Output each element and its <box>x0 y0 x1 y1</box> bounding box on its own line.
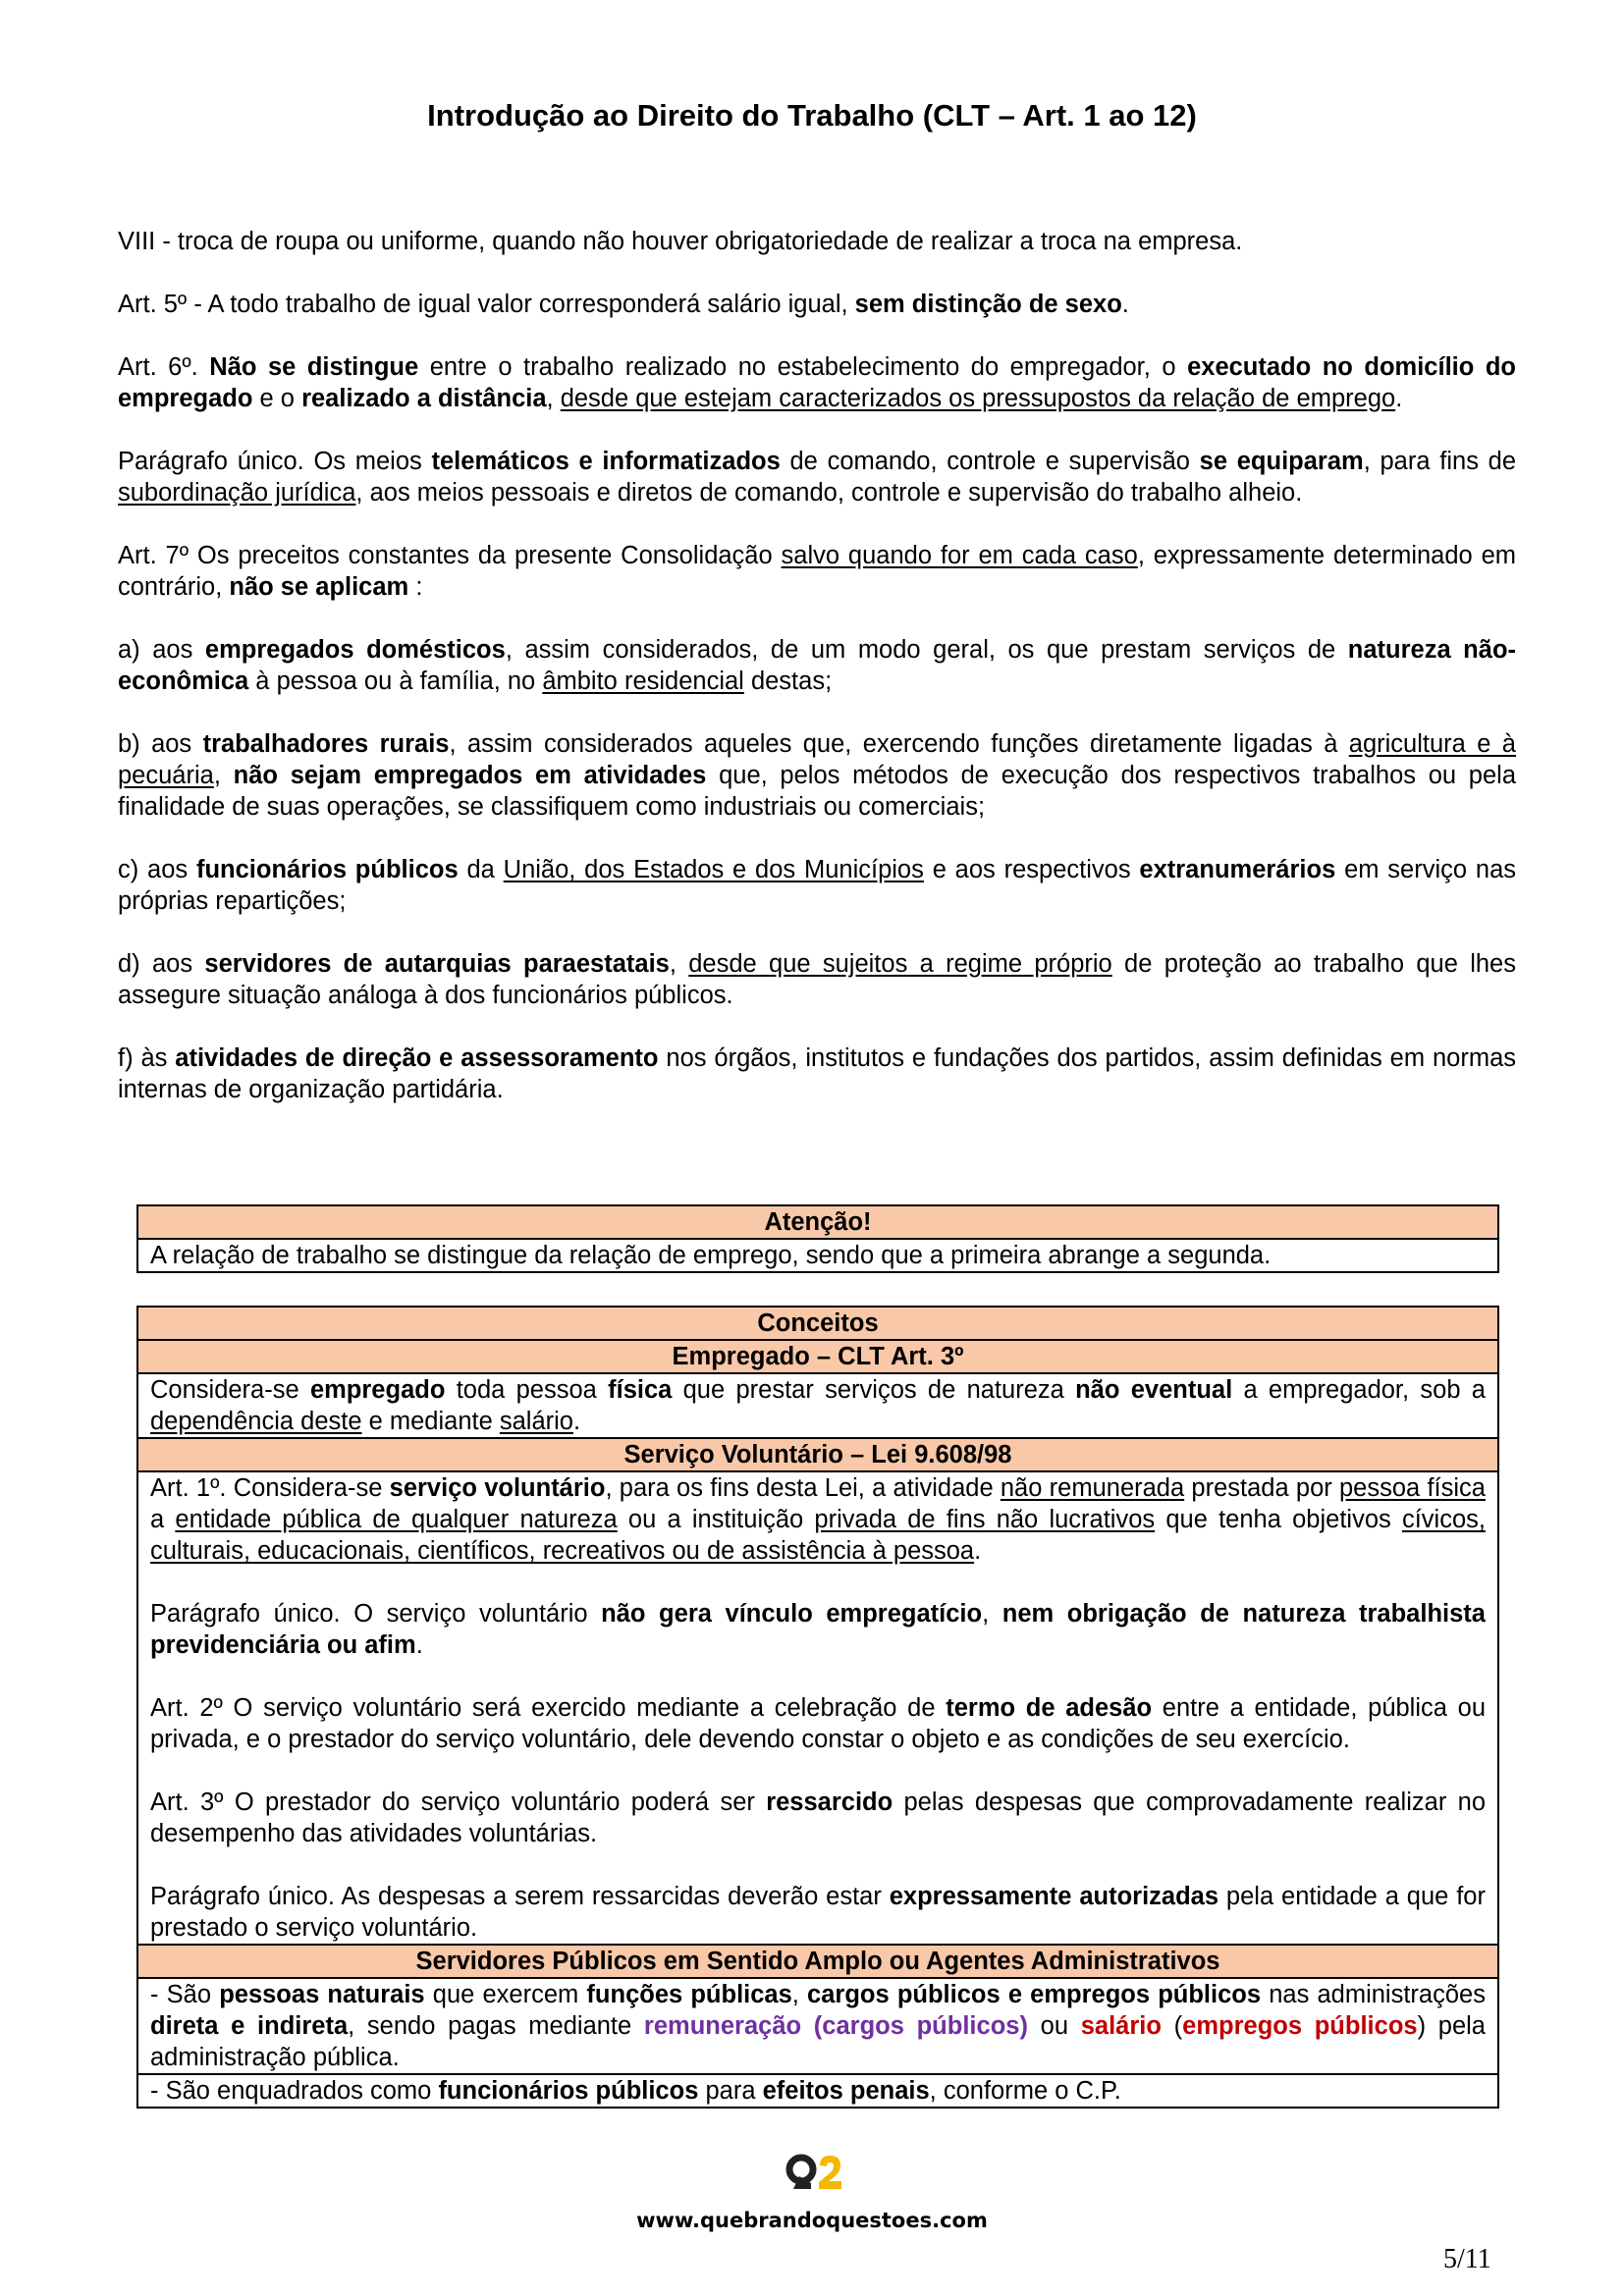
paragraph-art-7: Art. 7º Os preceitos constantes da presente Consolidação salvo quando for em cada caso, expressamente determinado em contrário, não se aplicam : <box>118 542 1516 601</box>
paragraph-item-b: b) aos trabalhadores rurais, assim considerados aqueles que, exercendo funções diretamente ligadas à agricultura e à pecuária, não sejam empregados em atividades que, pelos métodos de execução dos respectivos trabalhos ou pela finalidade de suas operações, se classifiquem como industriais ou comerciais; <box>118 730 1517 821</box>
voluntario-paragrafo-unico-1: Parágrafo único. O serviço voluntário não gera vínculo empregatício, nem obrigação de natureza trabalhista previdenciária ou afim. <box>150 1600 1486 1659</box>
paragraph-art-6-paragrafo-unico: Parágrafo único. Os meios telemáticos e informatizados de comando, controle e supervisão se equiparam, para fins de subordinação jurídica, aos meios pessoais e diretos de comando, controle e supervisão do trabalho alheio. <box>118 448 1517 507</box>
document-body <box>118 226 1516 1137</box>
website-url: www.quebrandoquestoes.com <box>636 2209 988 2232</box>
paragraph-item-c: c) aos funcionários públicos da União, dos Estados e dos Municípios e aos respectivos extranumerários em serviço nas próprias repartições; <box>118 856 1516 915</box>
attention-title: Atenção! <box>137 1205 1498 1239</box>
paragraph-art-6: Art. 6º. Não se distingue entre o trabalho realizado no estabelecimento do empregador, o executado no domicílio do empregado e o realizado a distância, desde que estejam caracterizados os pressupostos da relação de emprego. <box>118 353 1516 412</box>
voluntario-text <box>137 1471 1498 1945</box>
empregado-title: Empregado – CLT Art. 3º <box>137 1340 1498 1373</box>
q2-logo-icon <box>785 2150 844 2193</box>
servidores-title: Servidores Públicos em Sentido Amplo ou Agentes Administrativos <box>137 1945 1498 1978</box>
concepts-table <box>136 1306 1499 2109</box>
paragraph-item-d: d) aos servidores de autarquias paraestatais, desde que sujeitos a regime próprio de proteção ao trabalho que lhes assegure situação análoga à dos funcionários públicos. <box>118 950 1516 1009</box>
voluntario-title: Serviço Voluntário – Lei 9.608/98 <box>137 1438 1498 1471</box>
voluntario-art-1: Art. 1º. Considera-se serviço voluntário, para os fins desta Lei, a atividade não remunerada prestada por pessoa física a entidade pública de qualquer natureza ou a instituição privada de fins não lucrativos que tenha objetivos cívicos, culturais, educacionais, científicos, recreativos ou de assistência à pessoa. <box>150 1474 1486 1565</box>
voluntario-art-2: Art. 2º O serviço voluntário será exercido mediante a celebração de termo de adesão entre a entidade, pública ou privada, e o prestador do serviço voluntário, dele devendo constar o objeto e as condições de seu exercício. <box>150 1694 1487 1753</box>
servidores-row-2: - São enquadrados como funcionários públicos para efeitos penais, conforme o C.P. <box>137 2074 1498 2108</box>
voluntario-paragrafo-unico-2: Parágrafo único. As despesas a serem ressarcidas deverão estar expressamente autorizadas pela entidade a que for prestado o serviço voluntário. <box>150 1883 1486 1942</box>
paragraph-item-f: f) às atividades de direção e assessoramento nos órgãos, institutos e fundações dos partidos, assim definidas em normas internas de organização partidária. <box>118 1044 1517 1103</box>
concepts-title: Conceitos <box>137 1307 1498 1340</box>
paragraph-viii: VIII - troca de roupa ou uniforme, quando não houver obrigatoriedade de realizar a troca na empresa. <box>118 228 1243 255</box>
empregado-text: Considera-se empregado toda pessoa física que prestar serviços de natureza não eventual a empregador, sob a dependência deste e mediante salário. <box>137 1373 1498 1438</box>
page-number: 5/11 <box>1443 2244 1491 2274</box>
paragraph-art-5: Art. 5º - A todo trabalho de igual valor corresponderá salário igual, sem distinção de sexo. <box>118 291 1129 318</box>
page-title: Introdução ao Direito do Trabalho (CLT – Art. 1 ao 12) <box>427 98 1197 133</box>
attention-box <box>136 1204 1499 1273</box>
attention-text: A relação de trabalho se distingue da relação de emprego, sendo que a primeira abrange a segunda. <box>137 1239 1498 1272</box>
voluntario-art-3: Art. 3º O prestador do serviço voluntário poderá ser ressarcido pelas despesas que comprovadamente realizar no desempenho das atividades voluntárias. <box>150 1789 1486 1847</box>
paragraph-item-a: a) aos empregados domésticos, assim considerados, de um modo geral, os que prestam serviços de natureza não-econômica à pessoa ou à família, no âmbito residencial destas; <box>118 636 1517 695</box>
servidores-row-1: - São pessoas naturais que exercem funções públicas, cargos públicos e empregos públicos nas administrações direta e indireta, sendo pagas mediante remuneração (cargos públicos) ou salário (empregos públicos) pela administração pública. <box>137 1978 1498 2074</box>
